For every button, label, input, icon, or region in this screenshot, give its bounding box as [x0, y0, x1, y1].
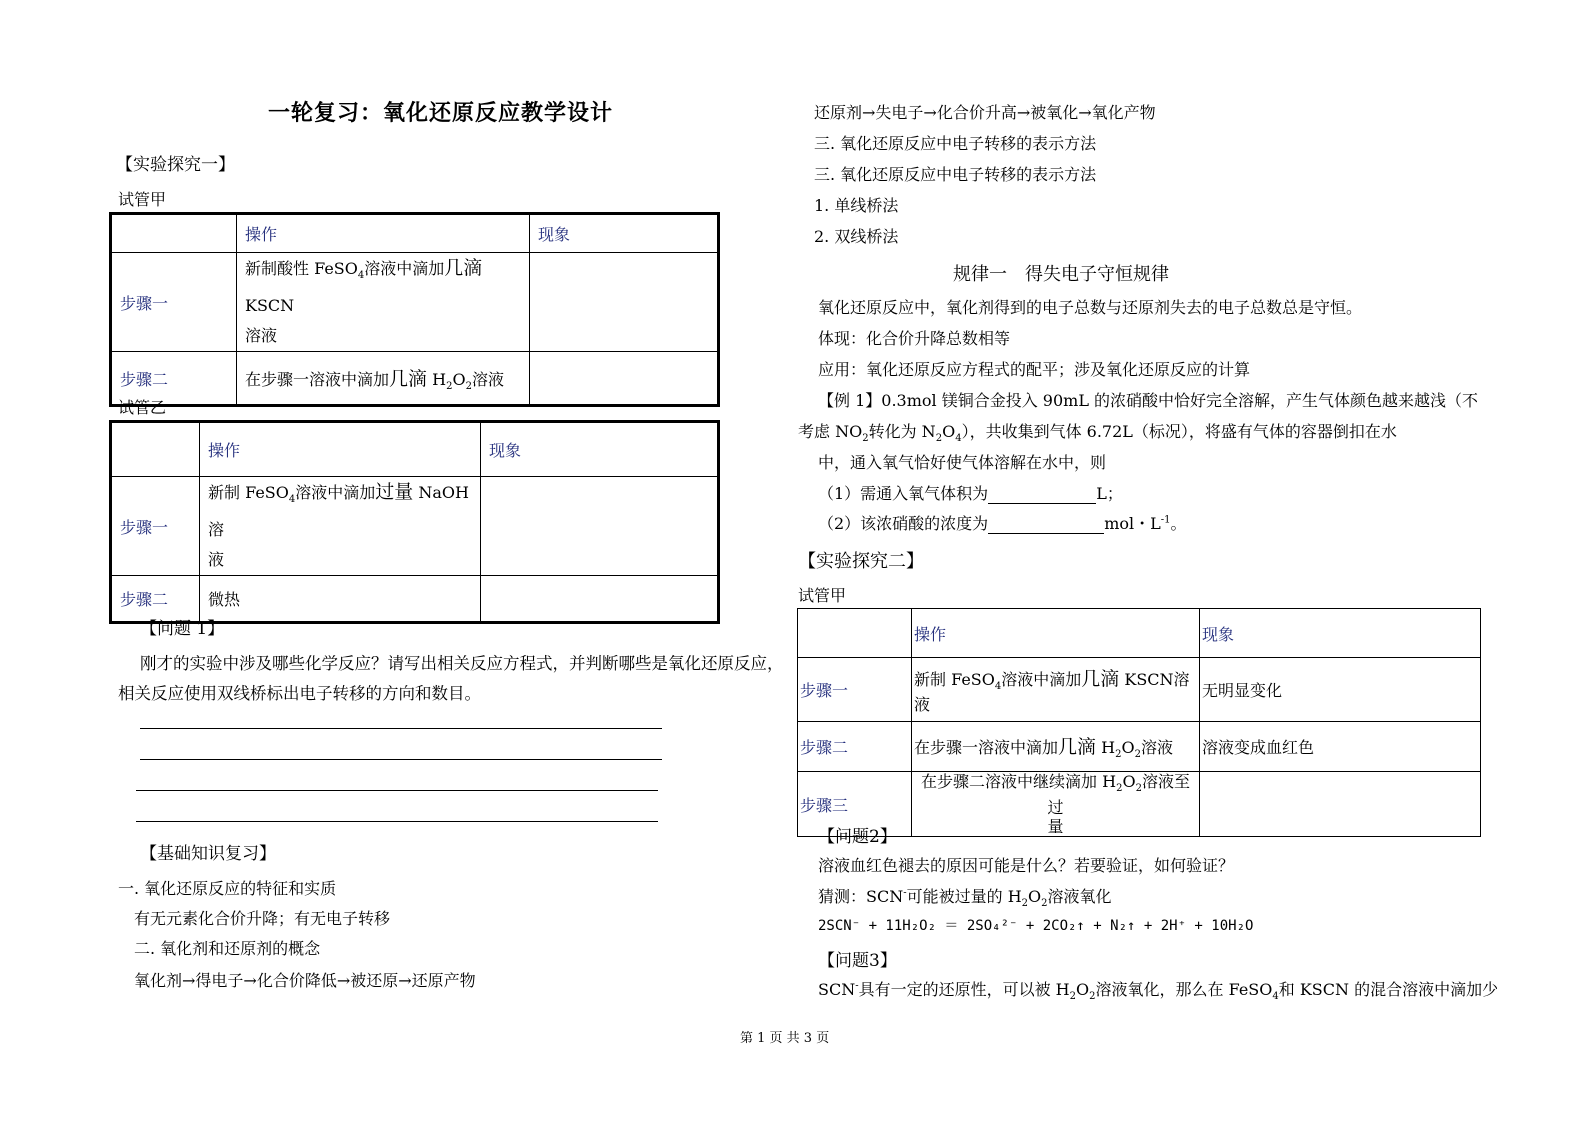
basics-s2: 二. 氧化剂和还原剂的概念: [134, 939, 321, 958]
exp2-heading: 【实验探究二】: [798, 551, 924, 572]
header-phenomenon: 现象: [1200, 609, 1481, 658]
phenomenon-cell: [481, 576, 719, 623]
q1-heading: 【问题 1】: [140, 619, 225, 639]
phenomenon-cell: [1200, 772, 1481, 837]
header-phenomenon: 现象: [481, 422, 719, 477]
basics-s1-text: 有无元素化合价升降；有无电子转移: [134, 909, 391, 928]
step-label: 步骤二: [798, 722, 912, 772]
method-1: 1. 单线桥法: [814, 196, 899, 215]
page-footer: 第 1 页 共 3 页: [740, 1031, 830, 1046]
tube-a-label: 试管甲: [118, 190, 167, 209]
operation-cell: 微热: [200, 576, 481, 623]
step-label: 步骤二: [111, 576, 200, 623]
step-label: 步骤二: [111, 352, 237, 406]
phenomenon-cell: 溶液变成血红色: [1200, 722, 1481, 772]
basics-s3b: 三. 氧化还原反应中电子转移的表示方法: [814, 165, 1097, 184]
q2-text: 溶液血红色褪去的原因可能是什么？若要验证，如何验证？: [818, 856, 1235, 875]
step-label: 步骤三: [798, 772, 912, 837]
header-operation: 操作: [200, 422, 481, 477]
q1-text-line2: 相关反应使用双线桥标出电子转移的方向和数目。: [118, 684, 481, 703]
operation-cell: 在步骤一溶液中滴加几滴 $H_2O_2$溶液: [912, 722, 1200, 772]
operation-cell: 在步骤一溶液中滴加几滴 $H_2O_2$溶液: [237, 352, 530, 406]
exp2-table: [797, 608, 1481, 837]
exp1-tube-b-table: [109, 420, 720, 624]
q3-heading: 【问题3】: [818, 951, 897, 971]
phenomenon-cell: 无明显变化: [1200, 658, 1481, 722]
q1-text-line1: 刚才的实验中涉及哪些化学反应？请写出相关反应方程式，并判断哪些是氧化还原反应，: [140, 654, 784, 673]
answer-blank[interactable]: [988, 484, 1096, 504]
example1-line1: 【例 1】0.3mol 镁铜合金投入 90mL 的浓硝酸中恰好完全溶解，产生气体颜色越来越浅（不: [818, 391, 1479, 410]
example1-q2: （2）该浓硝酸的浓度为 mol・$L^{-1}$。: [818, 514, 1187, 533]
basics-s1: 一. 氧化还原反应的特征和实质: [118, 879, 337, 898]
q2-heading: 【问题2】: [818, 827, 897, 847]
header-operation: 操作: [912, 609, 1200, 658]
rule1-embody: 体现：化合价升降总数相等: [818, 329, 1011, 348]
page-title: 一轮复习：氧化还原反应教学设计: [268, 100, 614, 126]
header-operation: 操作: [237, 214, 530, 253]
operation-cell: 新制 FeSO$_4$溶液中滴加过量 NaOH溶 液: [200, 477, 481, 576]
step-label: 步骤一: [111, 253, 237, 352]
answer-blank[interactable]: [988, 514, 1104, 534]
tube-b-label: 试管乙: [118, 398, 167, 417]
basics-s2-text: 氧化剂→得电子→化合价降低→被还原→还原产物: [134, 971, 476, 990]
phenomenon-cell: [481, 477, 719, 576]
phenomenon-cell: [530, 253, 719, 352]
answer-line[interactable]: [140, 759, 662, 760]
step-label: 步骤一: [798, 658, 912, 722]
rule1-text: 氧化还原反应中，氧化剂得到的电子总数与还原剂失去的电子总数总是守恒。: [818, 298, 1363, 317]
basics-s3a: 三. 氧化还原反应中电子转移的表示方法: [814, 134, 1097, 153]
example1-line2: 考虑 $NO_2$转化为 $N_2O_4$），共收集到气体 6.72L（标况），将盛有气体的容器倒扣在水: [798, 422, 1397, 445]
header-empty: [111, 422, 200, 477]
answer-line[interactable]: [136, 821, 658, 822]
rule1-heading: 规律一 得失电子守恒规律: [953, 264, 1169, 285]
answer-line[interactable]: [140, 728, 662, 729]
answer-line[interactable]: [136, 790, 658, 791]
operation-cell: 新制 FeSO$_4$溶液中滴加几滴 KSCN溶液: [912, 658, 1200, 722]
header-phenomenon: 现象: [530, 214, 719, 253]
q2-equation: 2SCN⁻ + 11H₂O₂ ＝ 2SO₄²⁻ + 2CO₂↑ + N₂↑ + 2H⁺ + 10H₂O: [818, 918, 1254, 934]
header-empty: [798, 609, 912, 658]
header-empty: [111, 214, 237, 253]
q2-guess: 猜测：SCN-可能被过量的 $H_2O_2$溶液氧化: [818, 887, 1112, 910]
rule1-apply: 应用：氧化还原反应方程式的配平；涉及氧化还原反应的计算: [818, 360, 1251, 379]
example1-q1: （1）需通入氧气体积为 L；: [818, 484, 1123, 503]
phenomenon-cell: [530, 352, 719, 406]
operation-cell: 在步骤二溶液中继续滴加 $H_2O_2$溶液至过 量: [912, 772, 1200, 837]
example1-line3: 中，通入氧气恰好使气体溶解在水中，则: [818, 453, 1107, 472]
exp2-tube-label: 试管甲: [798, 586, 847, 605]
basics-heading: 【基础知识复习】: [140, 844, 276, 864]
exp1-heading: 【实验探究一】: [116, 155, 235, 175]
method-2: 2. 双线桥法: [814, 227, 899, 246]
basics-s2-text2: 还原剂→失电子→化合价升高→被氧化→氧化产物: [814, 103, 1156, 122]
operation-cell: 新制酸性 FeSO$_4$溶液中滴加几滴 KSCN 溶液: [237, 253, 530, 352]
step-label: 步骤一: [111, 477, 200, 576]
exp1-tube-a-table: [109, 212, 720, 407]
q3-text: SCN-具有一定的还原性，可以被 $H_2O_2$溶液氧化，那么在 FeSO$_4$和 KSCN 的混合溶液中滴加少: [818, 980, 1499, 1003]
